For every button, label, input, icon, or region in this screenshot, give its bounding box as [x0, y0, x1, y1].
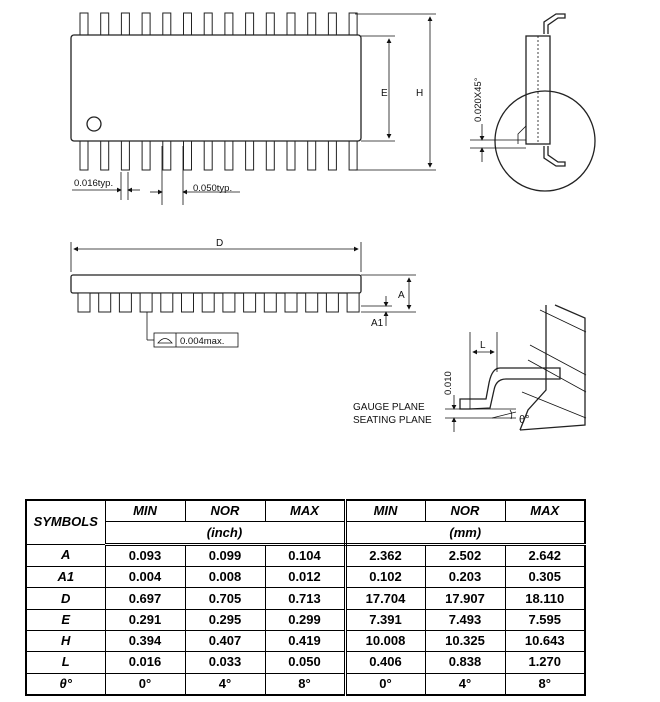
- label-A: A: [398, 290, 405, 301]
- header-nor-inch: NOR: [185, 500, 265, 522]
- pin-bottom: [328, 141, 336, 170]
- table-row: [26, 567, 585, 588]
- label-coplanarity: 0.004max.: [180, 336, 225, 347]
- cell-symbol: L: [26, 652, 105, 673]
- pin-top: [246, 13, 254, 35]
- gull-wing-lead: [460, 368, 560, 409]
- pin-side: [347, 293, 359, 312]
- lead-detail: [353, 305, 586, 432]
- top-view: [71, 13, 436, 205]
- cell-mm-nor: 17.907: [425, 588, 505, 609]
- header-max-mm: MAX: [505, 500, 585, 522]
- label-H: H: [416, 88, 424, 99]
- pin-top: [225, 13, 233, 35]
- pin-side: [119, 293, 131, 312]
- cell-mm-max: 10.643: [505, 631, 585, 652]
- header-min-mm: MIN: [345, 500, 425, 522]
- package-body-top: [71, 35, 361, 141]
- cell-inch-max: 0.104: [265, 544, 345, 566]
- table-row: [26, 652, 585, 673]
- cell-mm-nor: 2.502: [425, 544, 505, 566]
- cell-symbol: θ°: [26, 673, 105, 695]
- pin-side: [244, 293, 256, 312]
- label-pin-pitch: 0.050typ.: [193, 183, 233, 194]
- cell-mm-min: 2.362: [345, 544, 425, 566]
- pin-bottom: [101, 141, 109, 170]
- pin-side: [182, 293, 194, 312]
- table-row: [26, 609, 585, 630]
- pin-top: [349, 13, 357, 35]
- cell-inch-max: 0.050: [265, 652, 345, 673]
- dimension-table: [25, 499, 586, 696]
- cell-inch-nor: 0.033: [185, 652, 265, 673]
- cell-mm-max: 1.270: [505, 652, 585, 673]
- cell-mm-max: 2.642: [505, 544, 585, 566]
- cell-inch-nor: 0.099: [185, 544, 265, 566]
- end-view: [470, 14, 595, 191]
- cell-mm-min: 7.391: [345, 609, 425, 630]
- cell-mm-max: 8°: [505, 673, 585, 695]
- pin-bottom: [204, 141, 212, 170]
- pin-side: [285, 293, 297, 312]
- header-symbols: SYMBOLS: [26, 500, 105, 544]
- label-theta: θ°: [519, 414, 530, 426]
- cell-mm-min: 0.102: [345, 567, 425, 588]
- pin-side: [78, 293, 90, 312]
- cell-mm-nor: 10.325: [425, 631, 505, 652]
- pin-bottom: [121, 141, 129, 170]
- unit-mm: (mm): [345, 522, 585, 544]
- cell-mm-nor: 7.493: [425, 609, 505, 630]
- label-L: L: [480, 340, 486, 351]
- label-chamfer: 0.020X45°: [473, 77, 484, 122]
- cell-inch-min: 0.004: [105, 567, 185, 588]
- pin-top: [121, 13, 129, 35]
- cell-mm-nor: 4°: [425, 673, 505, 695]
- cell-symbol: D: [26, 588, 105, 609]
- cell-mm-max: 7.595: [505, 609, 585, 630]
- pin1-marker: [87, 117, 101, 131]
- cell-inch-min: 0.394: [105, 631, 185, 652]
- cell-inch-nor: 0.008: [185, 567, 265, 588]
- cell-inch-max: 0.299: [265, 609, 345, 630]
- pin-top: [266, 13, 274, 35]
- cell-inch-min: 0.016: [105, 652, 185, 673]
- pin-bottom: [225, 141, 233, 170]
- pin-side: [306, 293, 318, 312]
- package-body-side: [71, 275, 361, 293]
- pin-top: [163, 13, 171, 35]
- label-D: D: [216, 238, 224, 249]
- cell-inch-max: 0.419: [265, 631, 345, 652]
- label-pin-width: 0.016typ.: [74, 178, 114, 189]
- top-pins-lower: [80, 141, 357, 170]
- cell-inch-nor: 0.295: [185, 609, 265, 630]
- pin-bottom: [266, 141, 274, 170]
- header-nor-mm: NOR: [425, 500, 505, 522]
- unit-inch: (inch): [105, 522, 345, 544]
- cell-symbol: A1: [26, 567, 105, 588]
- cell-mm-nor: 0.203: [425, 567, 505, 588]
- header-min-inch: MIN: [105, 500, 185, 522]
- label-gauge-height: 0.010: [443, 371, 454, 395]
- pin-bottom: [184, 141, 192, 170]
- cell-inch-min: 0.093: [105, 544, 185, 566]
- cell-mm-max: 18.110: [505, 588, 585, 609]
- pin-side: [202, 293, 214, 312]
- cell-mm-nor: 0.838: [425, 652, 505, 673]
- pin-bottom: [246, 141, 254, 170]
- cell-inch-min: 0°: [105, 673, 185, 695]
- cell-inch-max: 8°: [265, 673, 345, 695]
- pin-top: [142, 13, 150, 35]
- cell-mm-min: 0.406: [345, 652, 425, 673]
- label-gauge-plane: GAUGE PLANE: [353, 402, 425, 413]
- pin-top: [204, 13, 212, 35]
- side-view: [71, 238, 416, 347]
- pin-top: [80, 13, 88, 35]
- pin-side: [223, 293, 235, 312]
- pin-bottom: [80, 141, 88, 170]
- pin-bottom: [142, 141, 150, 170]
- cell-inch-nor: 0.705: [185, 588, 265, 609]
- table-row: [26, 631, 585, 652]
- cell-inch-min: 0.697: [105, 588, 185, 609]
- pin-top: [308, 13, 316, 35]
- cell-mm-min: 17.704: [345, 588, 425, 609]
- cell-inch-nor: 0.407: [185, 631, 265, 652]
- label-seating-plane: SEATING PLANE: [353, 415, 432, 426]
- detail-circle: [495, 91, 595, 191]
- cell-mm-max: 0.305: [505, 567, 585, 588]
- pin-bottom: [349, 141, 357, 170]
- cell-symbol: H: [26, 631, 105, 652]
- pin-side: [140, 293, 152, 312]
- cell-symbol: A: [26, 544, 105, 566]
- pin-side: [161, 293, 173, 312]
- cell-mm-min: 10.008: [345, 631, 425, 652]
- pin-bottom: [308, 141, 316, 170]
- cell-inch-max: 0.012: [265, 567, 345, 588]
- header-max-inch: MAX: [265, 500, 345, 522]
- pin-bottom: [287, 141, 295, 170]
- pin-bottom: [163, 141, 171, 170]
- label-E: E: [381, 88, 388, 99]
- pin-top: [287, 13, 295, 35]
- cell-inch-min: 0.291: [105, 609, 185, 630]
- cell-mm-min: 0°: [345, 673, 425, 695]
- label-A1: A1: [371, 318, 384, 329]
- cell-inch-nor: 4°: [185, 673, 265, 695]
- pin-top: [184, 13, 192, 35]
- pin-side: [326, 293, 338, 312]
- side-pins: [78, 293, 359, 312]
- cell-symbol: E: [26, 609, 105, 630]
- top-pins-upper: [80, 13, 357, 35]
- pin-side: [264, 293, 276, 312]
- pin-top: [328, 13, 336, 35]
- cell-inch-max: 0.713: [265, 588, 345, 609]
- table-row: [26, 588, 585, 609]
- table-row: [26, 673, 585, 695]
- pin-top: [101, 13, 109, 35]
- table-row: [26, 544, 585, 566]
- pin-side: [99, 293, 111, 312]
